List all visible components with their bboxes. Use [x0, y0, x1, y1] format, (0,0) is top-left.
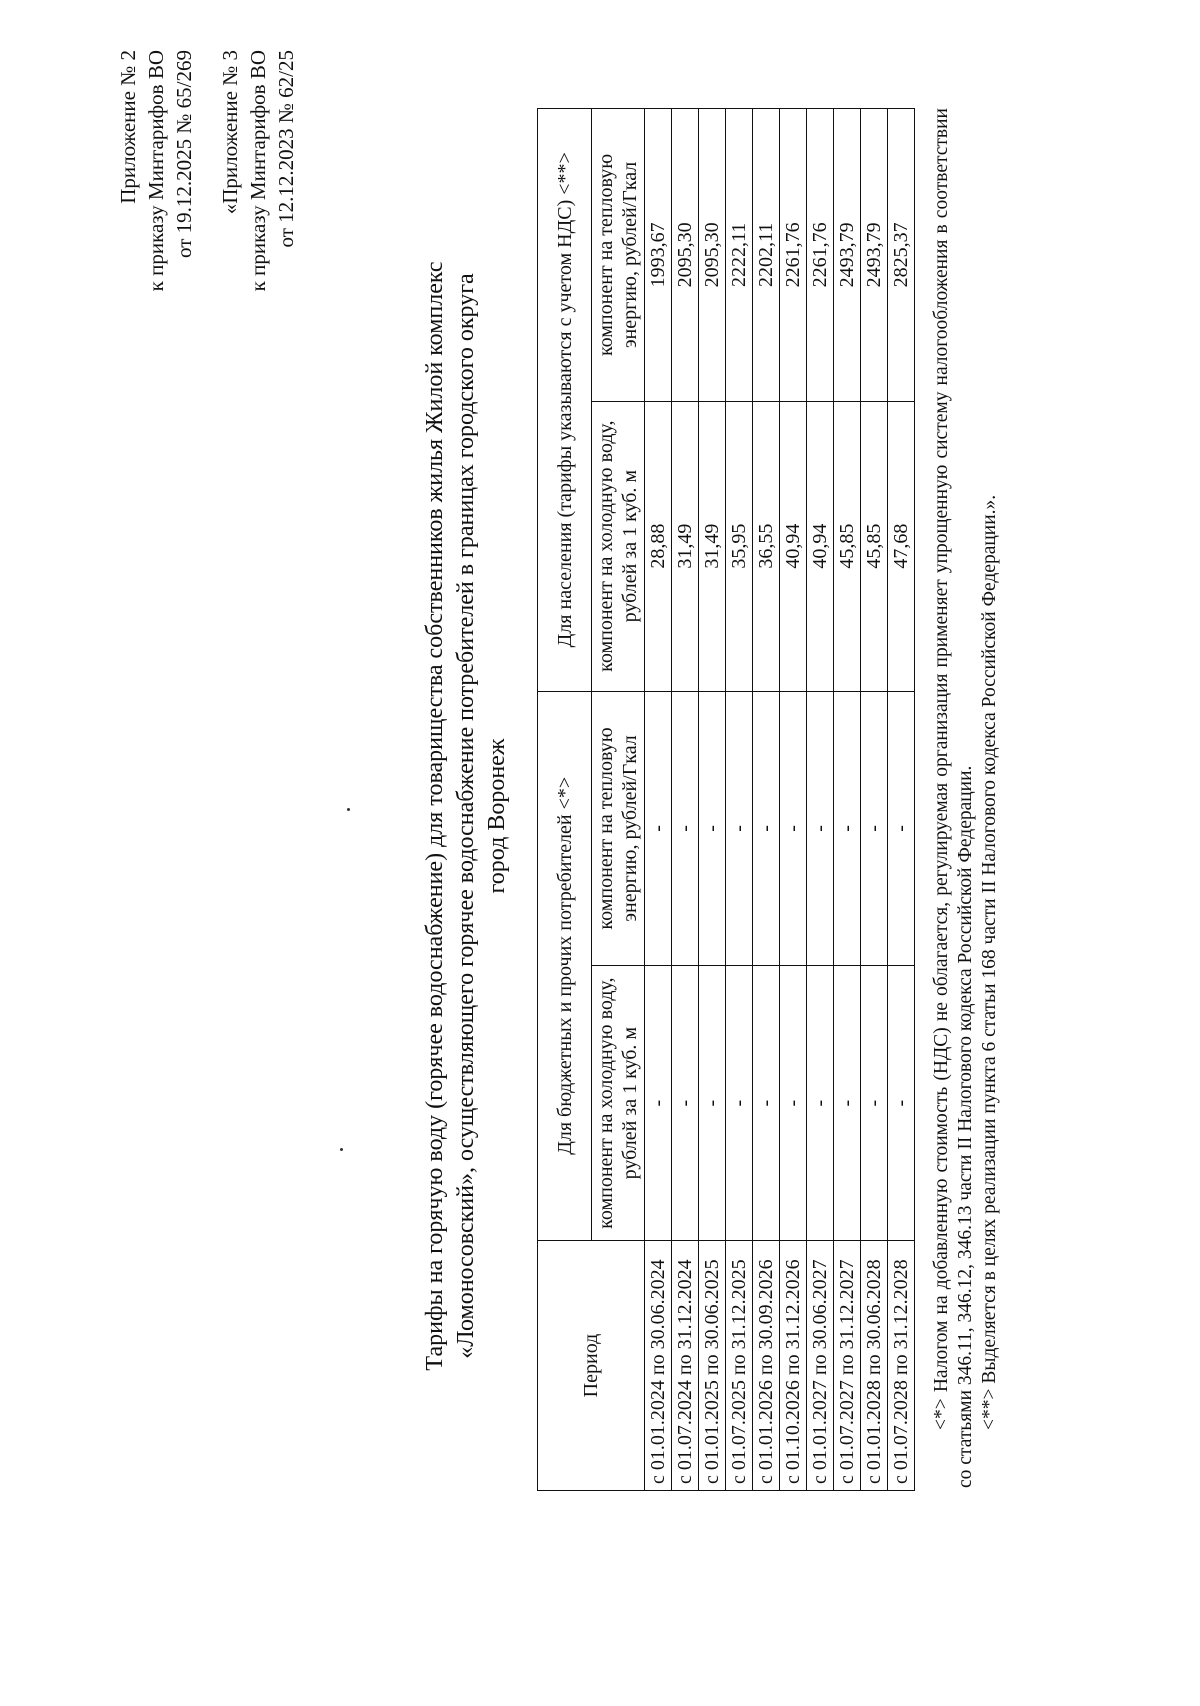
- period-cell: с 01.07.2028 по 31.12.2028: [888, 1241, 915, 1491]
- budget-heat-energy-cell: -: [699, 691, 726, 966]
- period-cell: с 01.01.2026 по 30.09.2026: [753, 1241, 780, 1491]
- population-cold-water-cell: 40,94: [807, 401, 834, 691]
- appendix-current-line3: от 19.12.2025 № 65/269: [172, 50, 196, 259]
- population-cold-water-cell: 35,95: [726, 401, 753, 691]
- subheader-budget-heat-energy: компонент на тепловую энергию, рублей/Гкал: [592, 691, 645, 966]
- header-budget-consumers: Для бюджетных и прочих потребителей <*>: [538, 691, 592, 1241]
- header-period: Период: [538, 1241, 645, 1491]
- appendix-current-line2: к приказу Минтарифов ВО: [144, 50, 168, 292]
- budget-cold-water-cell: -: [645, 966, 672, 1241]
- title-line1: Тарифы на горячую воду (горячее водоснабжение) для товарищества собственников жилья Жилой комплекс: [422, 261, 448, 1371]
- budget-cold-water-cell: -: [753, 966, 780, 1241]
- document-title: [420, 196, 513, 1436]
- table-row: [888, 109, 915, 1491]
- population-heat-energy-cell: 2493,79: [861, 109, 888, 402]
- population-cold-water-cell: 31,49: [672, 401, 699, 691]
- table-row: [834, 109, 861, 1491]
- tariff-table-body: [645, 109, 915, 1491]
- period-cell: с 01.01.2024 по 30.06.2024: [645, 1241, 672, 1491]
- table-row: [672, 109, 699, 1491]
- budget-cold-water-cell: -: [861, 966, 888, 1241]
- budget-heat-energy-cell: -: [807, 691, 834, 966]
- table-row: [861, 109, 888, 1491]
- subheader-population-cold-water: компонент на холодную воду, рублей за 1 куб. м: [592, 401, 645, 691]
- population-cold-water-cell: 45,85: [834, 401, 861, 691]
- population-heat-energy-cell: 2095,30: [672, 109, 699, 402]
- table-row: [645, 109, 672, 1491]
- budget-cold-water-cell: -: [699, 966, 726, 1241]
- population-cold-water-cell: 28,88: [645, 401, 672, 691]
- population-heat-energy-cell: 2825,37: [888, 109, 915, 402]
- period-cell: с 01.01.2028 по 30.06.2028: [861, 1241, 888, 1491]
- budget-cold-water-cell: -: [780, 966, 807, 1241]
- period-cell: с 01.07.2025 по 31.12.2025: [726, 1241, 753, 1491]
- population-heat-energy-cell: 2261,76: [780, 109, 807, 402]
- population-heat-energy-cell: 2493,79: [834, 109, 861, 402]
- appendix-current-line1: Приложение № 2: [116, 50, 140, 204]
- budget-heat-energy-cell: -: [726, 691, 753, 966]
- population-heat-energy-cell: 2202,11: [753, 109, 780, 402]
- population-heat-energy-cell: 2261,76: [807, 109, 834, 402]
- budget-heat-energy-cell: -: [834, 691, 861, 966]
- population-cold-water-cell: 45,85: [861, 401, 888, 691]
- budget-cold-water-cell: -: [807, 966, 834, 1241]
- footnote-vat-exempt: <*> Налогом на добавленную стоимость (НДС) не облагается, регулируемая организация применяет упрощенную систему налогообложения в соответствии со статьями 346.11, 346.12, 346.13 части II Налогового кодекса Российской Федерации.: [931, 108, 976, 1488]
- population-cold-water-cell: 36,55: [753, 401, 780, 691]
- budget-heat-energy-cell: -: [861, 691, 888, 966]
- table-row: [753, 109, 780, 1491]
- budget-cold-water-cell: -: [834, 966, 861, 1241]
- table-row: [780, 109, 807, 1491]
- appendix-current: [114, 50, 198, 291]
- appendix-previous-line1: «Приложение № 3: [218, 50, 242, 215]
- appendix-previous-line3: от 12.12.2023 № 62/25: [274, 50, 298, 248]
- population-cold-water-cell: 47,68: [888, 401, 915, 691]
- scan-speck: [340, 1148, 343, 1151]
- period-cell: с 01.07.2027 по 31.12.2027: [834, 1241, 861, 1491]
- tariff-table: [537, 108, 915, 1491]
- budget-heat-energy-cell: -: [753, 691, 780, 966]
- population-cold-water-cell: 40,94: [780, 401, 807, 691]
- budget-heat-energy-cell: -: [672, 691, 699, 966]
- budget-heat-energy-cell: -: [780, 691, 807, 966]
- subheader-population-heat-energy: компонент на тепловую энергию, рублей/Гкал: [592, 109, 645, 402]
- appendix-previous-line2: к приказу Минтарифов ВО: [246, 50, 270, 292]
- population-heat-energy-cell: 1993,67: [645, 109, 672, 402]
- appendix-previous: [216, 50, 300, 291]
- budget-cold-water-cell: -: [672, 966, 699, 1241]
- budget-heat-energy-cell: -: [888, 691, 915, 966]
- period-cell: с 01.07.2024 по 31.12.2024: [672, 1241, 699, 1491]
- title-line2: «Ломоносовский», осуществляющего горячее водоснабжение потребителей в границах городского округа: [453, 273, 479, 1359]
- population-heat-energy-cell: 2222,11: [726, 109, 753, 402]
- budget-heat-energy-cell: -: [645, 691, 672, 966]
- footnotes: [930, 108, 1002, 1488]
- footnote-vat-allocation: <**> Выделяется в целях реализации пункта 6 статьи 168 части II Налогового кодекса Российской Федерации.».: [979, 494, 1000, 1430]
- budget-cold-water-cell: -: [888, 966, 915, 1241]
- population-heat-energy-cell: 2095,30: [699, 109, 726, 402]
- budget-cold-water-cell: -: [726, 966, 753, 1241]
- period-cell: с 01.01.2027 по 30.06.2027: [807, 1241, 834, 1491]
- period-cell: с 01.01.2025 по 30.06.2025: [699, 1241, 726, 1491]
- header-population: Для населения (тарифы указываются с учетом НДС) <**>: [538, 109, 592, 692]
- table-row: [726, 109, 753, 1491]
- subheader-budget-cold-water: компонент на холодную воду, рублей за 1 куб. м: [592, 966, 645, 1241]
- population-cold-water-cell: 31,49: [699, 401, 726, 691]
- scan-speck: [347, 808, 350, 811]
- table-row: [807, 109, 834, 1491]
- table-row: [699, 109, 726, 1491]
- period-cell: с 01.10.2026 по 31.12.2026: [780, 1241, 807, 1491]
- title-line3: город Воронеж: [484, 738, 510, 894]
